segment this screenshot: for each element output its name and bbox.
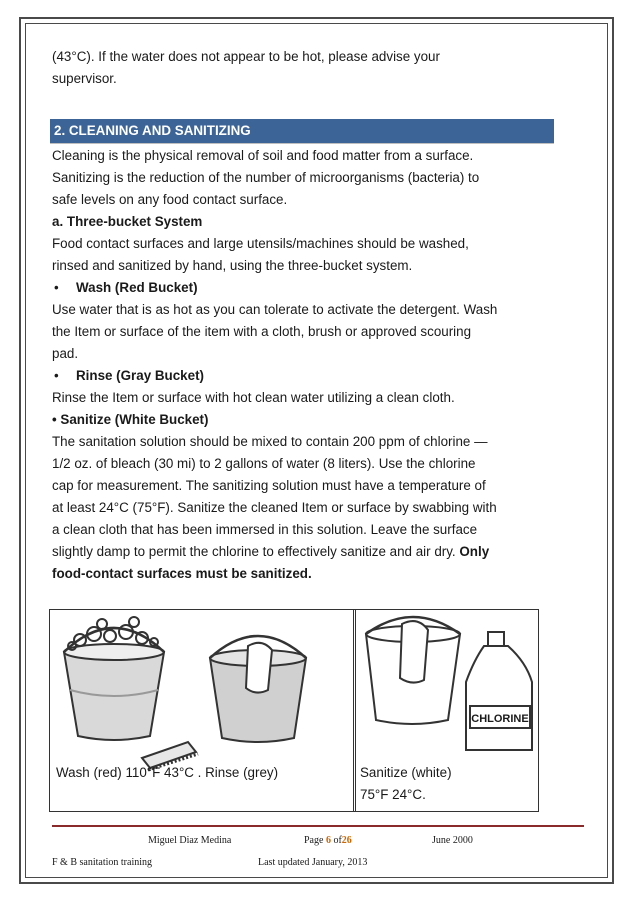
wash-bucket-icon [64, 617, 164, 740]
sanitize-line-3: cap for measurement. The sanitizing solution must have a temperature of [52, 478, 486, 493]
footer-author: Miguel Diaz Medina [148, 835, 232, 846]
sanitize-line-6: slightly damp to permit the chlorine to effectively sanitize and air dry. [52, 544, 456, 559]
sanitize-line-5: a clean cloth that has been immersed in this solution. Leave the surface [52, 522, 478, 537]
page-total: 26 [341, 835, 352, 846]
sanitize-line-1: The sanitation solution should be mixed to contain 200 ppm of chlorine — [52, 434, 488, 449]
section-heading: 2. CLEANING AND SANITIZING [50, 119, 554, 143]
page-of: of [333, 835, 342, 846]
bucket-figure-table [49, 609, 539, 812]
wash-line-1: Use water that is as hot as you can tolerate to activate the detergent. Wash [52, 302, 498, 317]
sanitizing-definition-2: safe levels on any food contact surface. [52, 192, 288, 207]
page-prefix: Page [304, 835, 324, 846]
intro-line-1: (43°C). If the water does not appear to be hot, please advise your [52, 49, 440, 64]
page-current: 6 [325, 835, 331, 846]
wash-heading: Wash (Red Bucket) [76, 280, 198, 295]
sanitize-line-4: at least 24°C (75°F). Sanitize the cleaned Item or surface by swabbing with [52, 500, 497, 515]
section-rule [50, 143, 554, 144]
caption-wash-rinse: Wash (red) 110°F 43°C . Rinse (grey) [56, 765, 279, 780]
wash-line-3: pad. [52, 346, 79, 361]
sanitizing-definition-1: Sanitizing is the reduction of the number of microorganisms (bacteria) to [52, 170, 480, 185]
sanitize-line-7: food-contact surfaces must be sanitized. [52, 566, 312, 581]
chlorine-label: CHLORINE [471, 713, 529, 725]
bucket-illustrations [50, 610, 538, 811]
footer-course: F & B sanitation training [52, 857, 152, 868]
subheading-three-bucket: a. Three-bucket System [52, 214, 203, 229]
caption-sanitize: Sanitize (white) [360, 765, 452, 780]
footer-updated: Last updated January, 2013 [258, 857, 368, 868]
rinse-line-1: Rinse the Item or surface with hot clean water utilizing a clean cloth. [52, 390, 455, 405]
rinse-bucket-icon [210, 636, 306, 742]
caption-sanitize-temp: 75°F 24°C. [360, 787, 426, 802]
only-emphasis: Only [459, 544, 490, 559]
document-body [52, 46, 552, 90]
intro-line-2: supervisor. [52, 71, 117, 86]
footer-page-number [304, 835, 352, 846]
sanitize-line-2: 1/2 oz. of bleach (30 mi) to 2 gallons of water (8 liters). Use the chlorine [52, 456, 476, 471]
footer-date: June 2000 [432, 835, 473, 846]
paragraph-line-2: rinsed and sanitized by hand, using the three-bucket system. [52, 258, 413, 273]
paragraph-line-1: Food contact surfaces and large utensils/machines should be washed, [52, 236, 469, 251]
bullet-icon: • [54, 280, 59, 295]
sanitize-bucket-icon [366, 617, 460, 724]
footer-rule [52, 825, 584, 827]
chlorine-bottle-icon [466, 632, 532, 750]
wash-line-2: the Item or surface of the item with a cloth, brush or approved scouring [52, 324, 472, 339]
bullet-icon: • [52, 412, 61, 427]
rinse-heading: Rinse (Gray Bucket) [76, 368, 204, 383]
section-content [52, 145, 552, 585]
bullet-icon: • [54, 368, 59, 383]
cleaning-definition: Cleaning is the physical removal of soil and food matter from a surface. [52, 148, 474, 163]
sanitize-heading: Sanitize (White Bucket) [60, 412, 209, 427]
